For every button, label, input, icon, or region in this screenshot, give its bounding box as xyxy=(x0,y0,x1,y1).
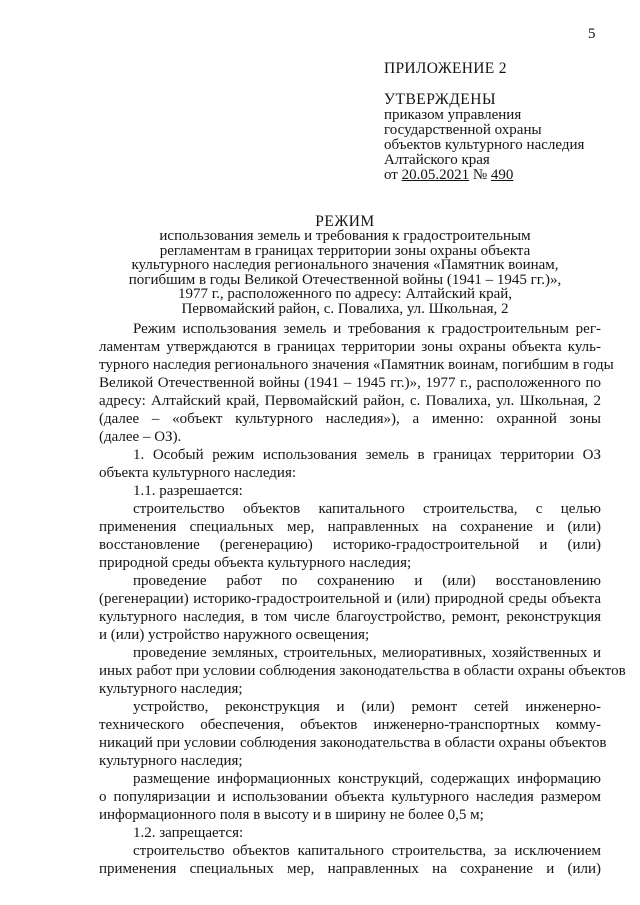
body-text-line: ламентам утверждаются в границах территории зоны охраны объекта куль- xyxy=(99,339,601,355)
body-text-line: 1. Особый режим использования земель в границах территории ОЗ xyxy=(133,447,601,463)
approved-line: объектов культурного наследия xyxy=(384,137,585,153)
body-text-line: проведение земляных, строительных, мелиоративных, хозяйственных и xyxy=(133,645,601,661)
body-text-line: Режим использования земель и требования к градостроительным рег- xyxy=(133,321,601,337)
body-text-line: иных работ при условии соблюдения законодательства в области охраны объектов xyxy=(99,663,626,679)
body-text-line: (регенерации) историко-градостроительной и (или) природной среды объекта xyxy=(99,591,601,607)
subtitle-line: использования земель и требования к градостроительным xyxy=(159,228,531,244)
document-body xyxy=(99,320,626,878)
appendix-label: ПРИЛОЖЕНИЕ 2 xyxy=(384,60,507,77)
document-subtitle xyxy=(100,229,590,317)
document-title: РЕЖИМ xyxy=(315,213,375,230)
body-text-line: 1.2. запрещается: xyxy=(133,825,244,841)
body-text-line: о популяризации и использовании объекта культурного наследия размером xyxy=(99,789,601,805)
subtitle-line: Первомайский район, с. Повалиха, ул. Школьная, 2 xyxy=(181,300,509,317)
approved-line: государственной охраны xyxy=(384,122,542,138)
subtitle-line: регламентам в границах территории зоны охраны объекта xyxy=(159,242,531,259)
body-text-line: восстановление (регенерацию) историко-градостроительной и (или) xyxy=(99,537,601,553)
approved-line: приказом управления xyxy=(384,107,522,123)
body-text-line: строительство объектов капитального строительства, с целью xyxy=(133,501,601,517)
date-prefix: от xyxy=(384,167,402,183)
order-number: 490 xyxy=(490,167,514,183)
approved-heading: УТВЕРЖДЕНЫ xyxy=(384,91,496,108)
page-number: 5 xyxy=(588,26,596,42)
body-text-line: культурного наследия; xyxy=(99,681,243,697)
approval-date: 20.05.2021 xyxy=(401,167,470,183)
body-text-line: (далее – ОЗ). xyxy=(99,429,182,445)
body-text-line: объекта культурного наследия: xyxy=(99,465,297,481)
body-text-line: технического обеспечения, объектов инженерно-транспортных комму- xyxy=(99,717,601,733)
body-text-line: адресу: Алтайский край, Первомайский район, с. Повалиха, ул. Школьная, 2 xyxy=(99,393,601,409)
subtitle-line: культурного наследия регионального значения «Памятник воинам, xyxy=(131,257,559,274)
body-text-line: устройство, реконструкция и (или) ремонт сетей инженерно- xyxy=(133,699,601,715)
body-text-line: природной среды объекта культурного наследия; xyxy=(99,555,412,571)
body-text-line: применения специальных мер, направленных на сохранение и (или) xyxy=(99,861,601,877)
body-text-line: применения специальных мер, направленных на сохранение и (или) xyxy=(99,519,601,535)
body-text-line: (далее – «объект культурного наследия»), а именно: охранной зоны xyxy=(99,411,601,427)
body-text-line: Великой Отечественной войны (1941 – 1945 гг.)», 1977 г., расположенного по xyxy=(99,375,601,391)
body-text-line: проведение работ по сохранению и (или) восстановлению xyxy=(133,573,601,589)
approved-line: Алтайского края xyxy=(384,152,490,168)
body-text-line: турного наследия регионального значения «Памятник воинам, погибшим в годы xyxy=(99,357,614,373)
body-text-line: размещение информационных конструкций, содержащих информацию xyxy=(133,771,601,787)
approval-block xyxy=(384,92,584,183)
body-text-line: строительство объектов капитального строительства, за исключением xyxy=(133,843,601,859)
approval-date-line xyxy=(384,168,584,183)
body-text-line: 1.1. разрешается: xyxy=(133,483,243,499)
body-text-line: культурного наследия; xyxy=(99,753,243,769)
body-text-line: и (или) устройство наружного освещения; xyxy=(99,627,370,643)
body-text-line: никаций при условии соблюдения законодательства в области охраны объектов xyxy=(99,735,607,751)
body-text-line: культурного наследия, в том числе благоустройство, ремонт, реконструкция xyxy=(99,609,601,625)
body-text-line: информационного поля в высоту и в ширину не более 0,5 м; xyxy=(99,807,484,823)
subtitle-line: 1977 г., расположенного по адресу: Алтайский край, xyxy=(177,286,513,303)
number-prefix: № xyxy=(469,167,491,183)
subtitle-line: погибшим в годы Великой Отечественной войны (1941 – 1945 гг.)», xyxy=(128,271,562,288)
